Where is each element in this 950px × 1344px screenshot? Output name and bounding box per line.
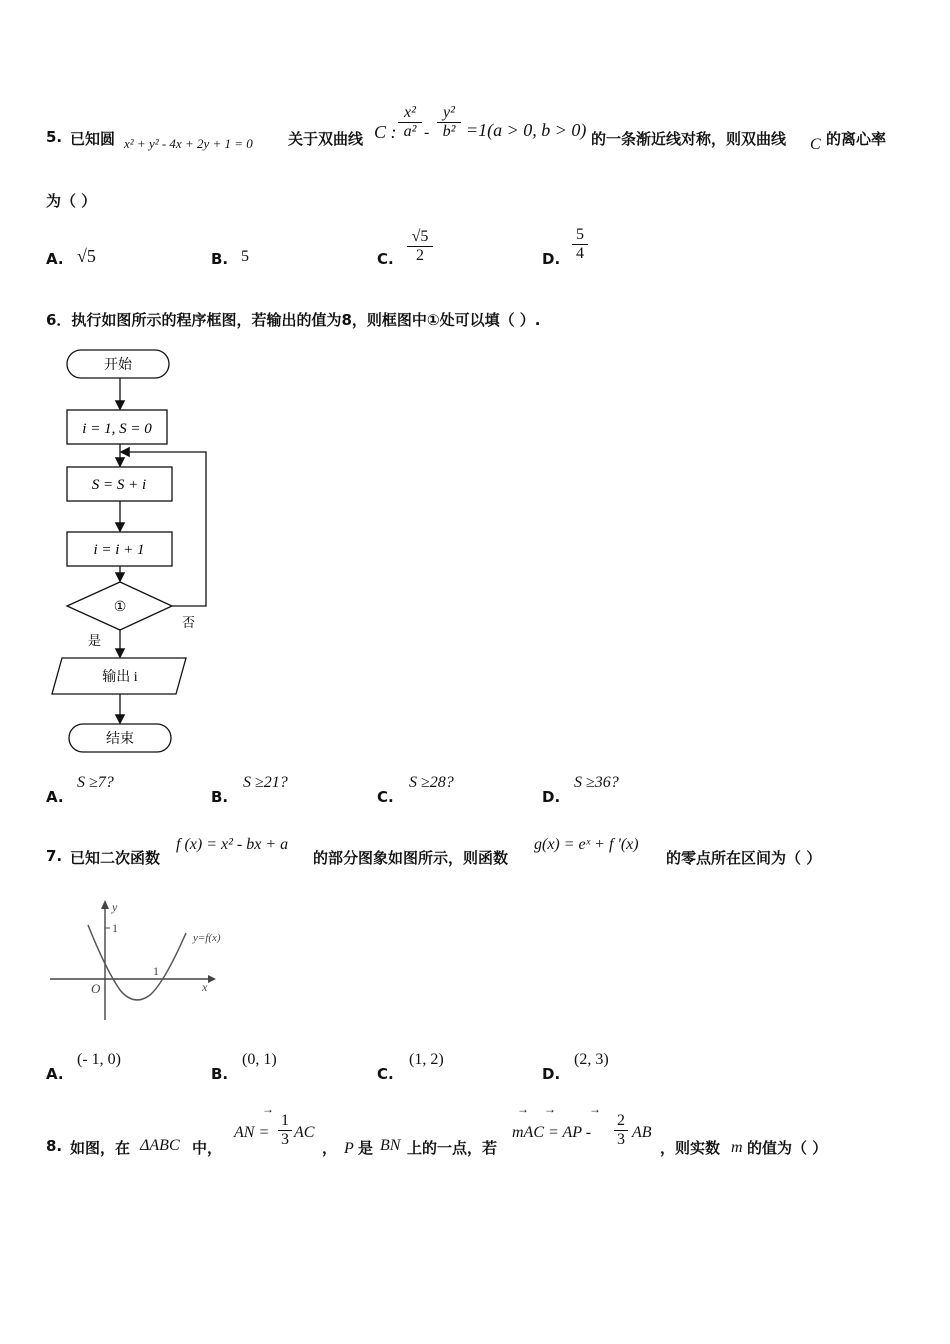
- q5-fraction-x-den: a²: [403, 123, 417, 140]
- q5-text-2: 关于双曲线: [288, 130, 364, 148]
- q7-number: 7.: [46, 847, 63, 865]
- q5-option-d-num: 5: [572, 226, 588, 245]
- q8-two-den: 3: [617, 1131, 625, 1148]
- q7-f-equation: f (x) = x² - bx + a: [176, 836, 289, 853]
- q8-ac: AC: [294, 1124, 315, 1141]
- flow-output-text: 输出 i: [102, 670, 138, 685]
- q8-number: 8.: [46, 1137, 63, 1155]
- q8-text-5: ，则实数: [660, 1139, 721, 1157]
- q5-hyperbola-rhs: =1(a > 0, b > 0): [466, 120, 587, 140]
- q5-fraction-y-num: y²: [437, 104, 461, 123]
- q6-option-b-value: S ≥21?: [243, 774, 288, 791]
- q8-ab: AB: [632, 1124, 652, 1141]
- flow-end-text: 结束: [106, 732, 134, 747]
- q5-option-d-fraction: [572, 226, 588, 263]
- q8-triangle: ΔABC: [140, 1137, 180, 1154]
- q5-option-a-label: A.: [46, 250, 64, 268]
- q6-option-a-value: S ≥7?: [77, 774, 114, 791]
- flow-step2-text: i = i + 1: [93, 542, 145, 558]
- q5-text-1: 已知圆: [70, 130, 116, 148]
- q5-option-c-fraction: [407, 228, 433, 265]
- q5-option-d-den: 4: [576, 245, 584, 262]
- q7-origin-label: O: [91, 981, 101, 996]
- flow-step1-text: S = S + i: [91, 477, 147, 493]
- q5-text-5: 为（ ）: [46, 192, 97, 210]
- q8-p: P: [344, 1140, 354, 1157]
- q6-option-d-value: S ≥36?: [574, 774, 619, 791]
- q6-option-c-value: S ≥28?: [409, 774, 454, 791]
- q7-option-a-label: A.: [46, 1065, 64, 1083]
- q7-y-axis-label: y: [112, 900, 118, 914]
- q8-two-num: 2: [614, 1112, 628, 1131]
- q5-text-3: 的一条渐近线对称，则双曲线: [591, 130, 787, 148]
- q8-text-3: 是: [358, 1139, 374, 1157]
- q5-option-c-label: C.: [377, 250, 394, 268]
- q5-c-variable: C: [810, 136, 821, 153]
- q5-fraction-x-num: x²: [398, 104, 422, 123]
- q5-circle-equation: x² + y² - 4x + 2y + 1 = 0: [124, 136, 253, 151]
- q5-hyperbola-prefix: C :: [374, 122, 397, 142]
- q8-bn: BN: [380, 1137, 401, 1154]
- q8-text-1: 如图，在: [70, 1139, 131, 1157]
- q5-option-c-den: 2: [416, 247, 424, 264]
- q7-graph: [48, 895, 248, 1025]
- q7-option-b-value: (0, 1): [242, 1051, 277, 1068]
- flow-init-text: i = 1, S = 0: [82, 421, 152, 437]
- q8-vector-arrows: → → →: [517, 1102, 601, 1116]
- q6-text: 6．执行如图所示的程序框图，若输出的值为8，则框图中①处可以填（ ）.: [46, 311, 541, 329]
- q8-fraction-third: [278, 1112, 292, 1149]
- q5-option-b-value: 5: [241, 248, 249, 265]
- q7-option-d-value: (2, 3): [574, 1051, 609, 1068]
- q7-curve-label: y=f(x): [193, 932, 221, 944]
- q8-m: m: [731, 1139, 743, 1156]
- q7-text-1: 已知二次函数: [70, 849, 161, 867]
- flow-yes-label: 是: [88, 633, 102, 648]
- q5-text-4: 的离心率: [826, 130, 887, 148]
- q6-option-a-label: A.: [46, 788, 64, 806]
- q5-fraction-x: [398, 104, 422, 141]
- q7-x-axis-label: x: [202, 980, 208, 994]
- q8-third-den: 3: [281, 1131, 289, 1148]
- q8-text-4: 上的一点，若: [407, 1139, 498, 1157]
- q7-option-c-value: (1, 2): [409, 1051, 444, 1068]
- q7-option-a-value: (- 1, 0): [77, 1051, 121, 1068]
- q5-number: 5.: [46, 128, 63, 146]
- q5-option-c-num: √5: [407, 228, 433, 247]
- q7-option-d-label: D.: [542, 1065, 561, 1083]
- q8-fraction-two-thirds: [614, 1112, 628, 1149]
- q5-fraction-y: [437, 104, 461, 141]
- q8-vector-arrow-an: →: [262, 1102, 274, 1116]
- q7-g-equation: g(x) = eˣ + f '(x): [534, 836, 639, 853]
- q8-third-num: 1: [278, 1112, 292, 1131]
- q8-text-2: 中，: [192, 1139, 223, 1157]
- q5-option-a-value: √5: [77, 246, 96, 266]
- q7-option-c-label: C.: [377, 1065, 394, 1083]
- q5-minus: -: [424, 124, 430, 141]
- q7-x-tick: 1: [153, 964, 159, 978]
- q6-option-c-label: C.: [377, 788, 394, 806]
- q6-option-d-label: D.: [542, 788, 561, 806]
- q7-y-tick: 1: [112, 921, 118, 935]
- q6-option-b-label: B.: [211, 788, 229, 806]
- q7-parabola: [88, 925, 186, 1000]
- q7-text-3: 的零点所在区间为（ ）: [666, 849, 822, 867]
- q8-comma: ，: [322, 1139, 338, 1157]
- flow-no-label: 否: [182, 615, 196, 630]
- q7-option-b-label: B.: [211, 1065, 229, 1083]
- q7-text-2: 的部分图象如图所示，则函数: [313, 849, 509, 867]
- flow-start-text: 开始: [104, 358, 132, 373]
- q5-option-b-label: B.: [211, 250, 229, 268]
- q5-option-d-label: D.: [542, 250, 561, 268]
- flow-condition-text: ①: [113, 600, 127, 615]
- q5-fraction-y-den: b²: [442, 123, 456, 140]
- q6-flowchart: [40, 340, 240, 760]
- q8-text-6: 的值为（ ）: [747, 1139, 828, 1157]
- q8-an: AN =: [234, 1124, 270, 1141]
- q8-vector-equation: mAC = AP -: [512, 1124, 592, 1141]
